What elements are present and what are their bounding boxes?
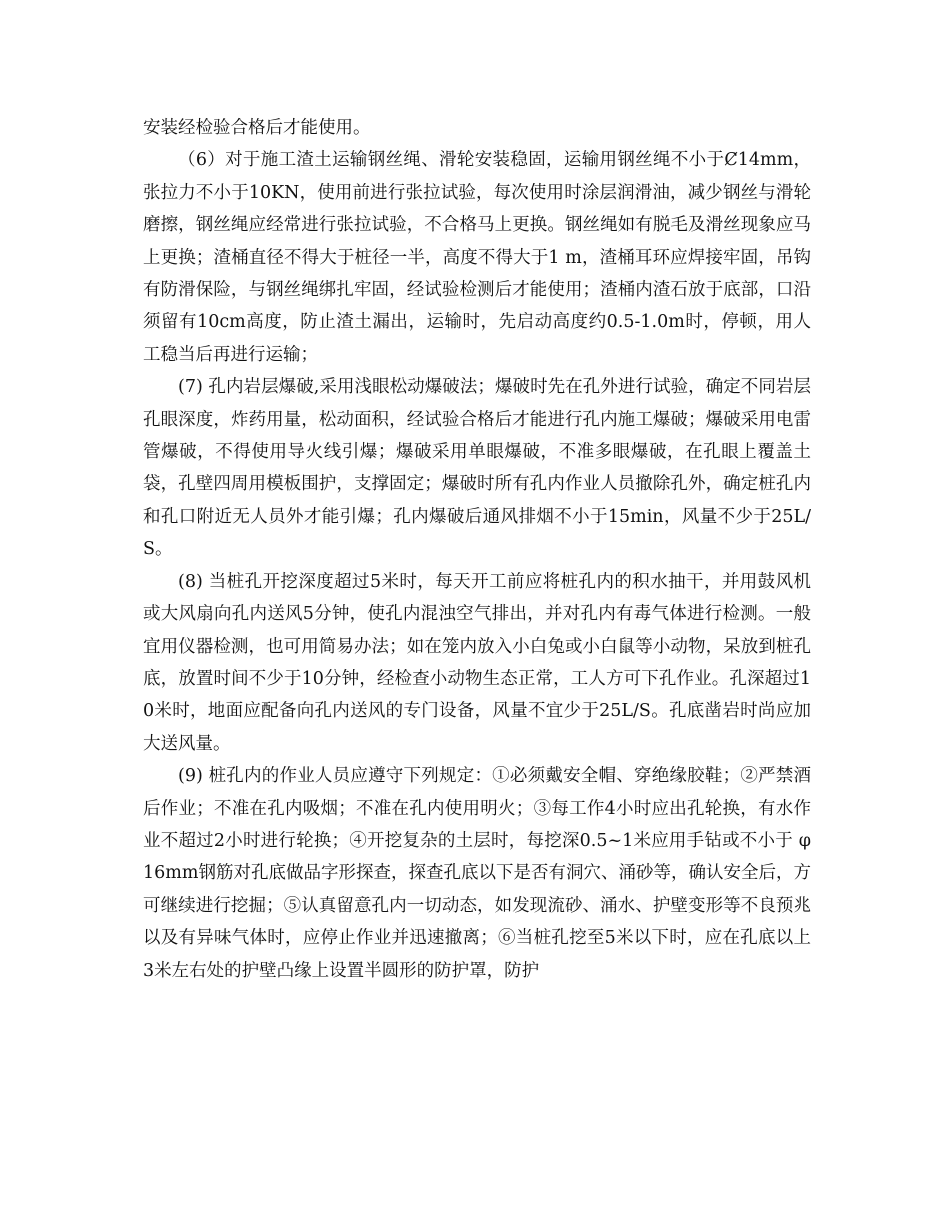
paragraph-continued: 安装经检验合格后才能使用。 xyxy=(143,118,371,138)
paragraph-item-8: (8) 当桩孔开挖深度超过5米时，每天开工前应将桩孔内的积水抽干，并用鼓风机或大风扇向孔内送风5分钟，使孔内混浊空气排出，并对孔内有毒气体进行检测。一般宜用仪器检测，也可用简易办法；如在笼内放入小白兔或小白鼠等小动物，呆放到桩孔底，放置时间不少于10分钟，经检查小动物生态正常，工人方可下孔作业。孔深超过10米时，地面应配备向孔内送风的专门设备，风量不宜少于25L/S。孔底凿岩时尚应加大送风量。 xyxy=(143,571,811,754)
paragraph-item-7: (7) 孔内岩层爆破,采用浅眼松动爆破法；爆破时先在孔外进行试验，确定不同岩层孔眼深度，炸药用量，松动面积，经试验合格后才能进行孔内施工爆破；爆破采用电雷管爆破，不得使用导火线引爆；爆破采用单眼爆破，不准多眼爆破，在孔眼上覆盖土袋，孔壁四周用模板围护，支撑固定；爆破时所有孔内作业人员撤除孔外，确定桩孔内和孔口附近无人员外才能引爆；孔内爆破后通风排烟不小于15min，风量不少于25L/S。 xyxy=(143,377,811,560)
paragraph-item-9: (9) 桩孔内的作业人员应遵守下列规定：①必须戴安全帽、穿绝缘胶鞋；②严禁酒后作业；不准在孔内吸烟；不准在孔内使用明火；③每工作4小时应出孔轮换，有水作业不超过2小时进行轮换；④开挖复杂的土层时，每挖深0.5~1米应用手钻或不小于 φ16mm钢筋对孔底做品字形探查，探查孔底以下是否有洞穴、涌砂等，确认安全后，方可继续进行挖掘；⑤认真留意孔内一切动态，如发现流砂、涌水、护壁变形等不良预兆以及有异味气体时，应停止作业并迅速撤离；⑥当桩孔挖至5米以下时，应在孔底以上3米左右处的护壁凸缘上设置半圆形的防护罩，防护 xyxy=(143,766,811,981)
paragraph-item-6: （6）对于施工渣土运输钢丝绳、滑轮安装稳固，运输用钢丝绳不小于Ȼ14mm，张拉力不小于10KN，使用前进行张拉试验，每次使用时涂层润滑油，减少钢丝与滑轮磨擦，钢丝绳应经常进行张拉试验，不合格马上更换。钢丝绳如有脱毛及滑丝现象应马上更换；渣桶直径不得大于桩径一半，高度不得大于1 m，渣桶耳环应焊接牢固，吊钩有防滑保险，与钢丝绳绑扎牢固，经试验检测后才能使用；渣桶内渣石放于底部，口沿须留有10cm高度，防止渣土漏出，运输时，先启动高度约0.5-1.0m时，停顿，用人工稳当后再进行运输； xyxy=(143,150,811,365)
document-body xyxy=(143,112,811,987)
